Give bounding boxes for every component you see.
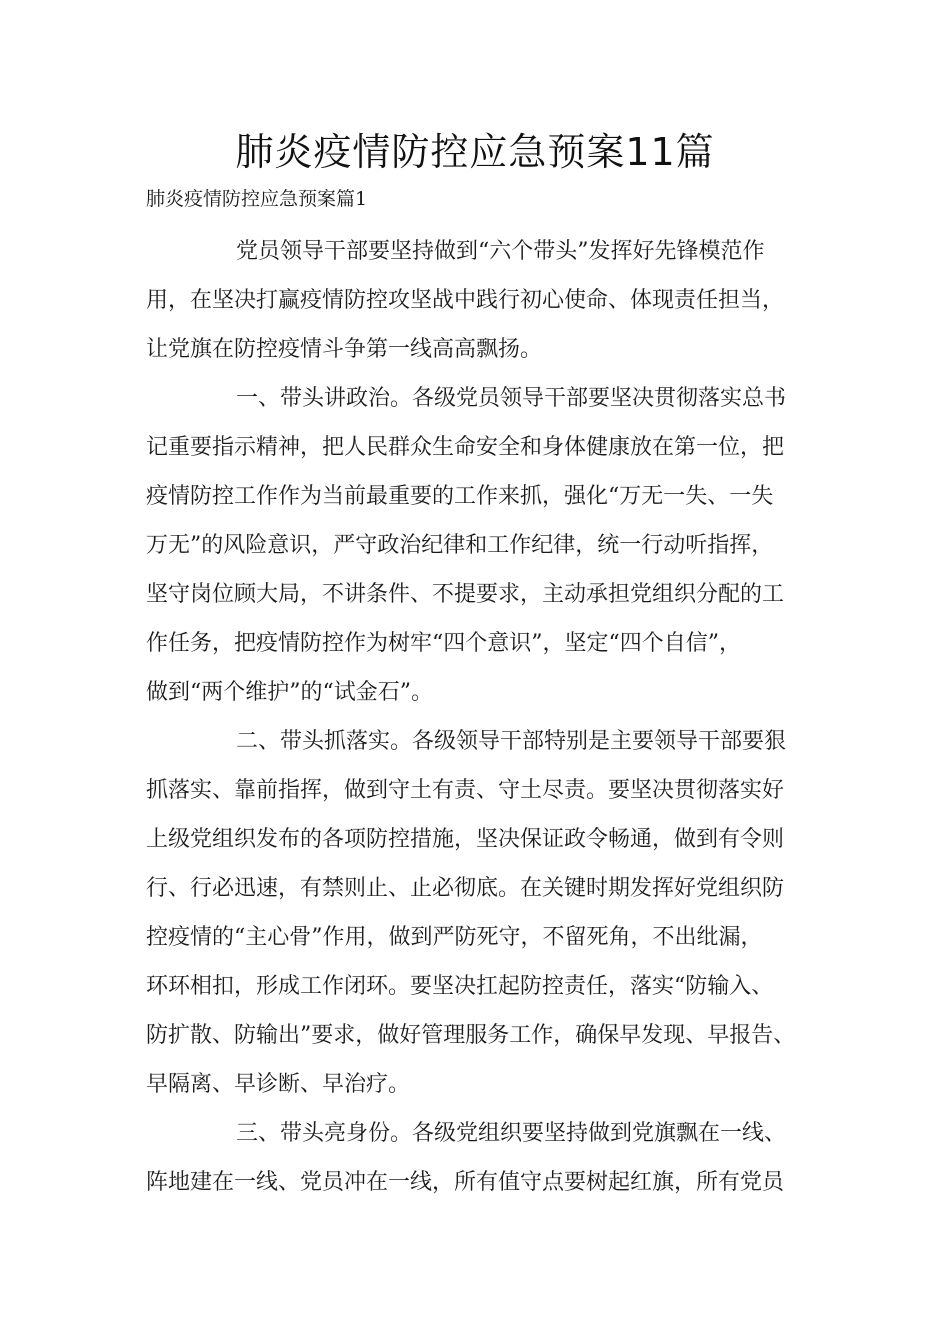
paragraph-line: 万无”的风险意识，严守政治纪律和工作纪律，统一行动听指挥， xyxy=(146,533,774,558)
paragraph-line: 三、带头亮身份。各级党组织要坚持做到党旗飘在一线、 xyxy=(236,1121,787,1146)
document-subtitle: 肺炎疫情防控应急预案篇1 xyxy=(146,188,368,210)
paragraph-line: 党员领导干部要坚持做到“六个带头”发挥好先锋模范作 xyxy=(236,239,765,264)
paragraph-line: 让党旗在防控疫情斗争第一线高高飘扬。 xyxy=(146,337,543,362)
paragraph-line: 上级党组织发布的各项防控措施，坚决保证政令畅通，做到有令则 xyxy=(146,827,785,852)
paragraph-line: 环环相扣，形成工作闭环。要坚决扛起防控责任，落实“防输入、 xyxy=(146,974,774,999)
paragraph-line: 抓落实、靠前指挥，做到守土有责、守土尽责。要坚决贯彻落实好 xyxy=(146,778,785,803)
paragraph-line: 用，在坚决打赢疫情防控攻坚战中践行初心使命、体现责任担当， xyxy=(146,288,785,313)
paragraph-line: 二、带头抓落实。各级领导干部特别是主要领导干部要狠 xyxy=(236,729,787,754)
paragraph-line: 行、行必迅速，有禁则止、止必彻底。在关键时期发挥好党组织防 xyxy=(146,876,785,901)
paragraph-line: 防扩散、防输出”要求，做好管理服务工作，确保早发现、早报告、 xyxy=(146,1023,796,1048)
paragraph-line: 作任务，把疫情防控作为树牢“四个意识”，坚定“四个自信”， xyxy=(146,631,741,656)
paragraph-line: 一、带头讲政治。各级党员领导干部要坚决贯彻落实总书 xyxy=(236,386,787,411)
document-title: 肺炎疫情防控应急预案11篇 xyxy=(235,130,715,174)
paragraph-line: 记重要指示精神，把人民群众生命安全和身体健康放在第一位，把 xyxy=(146,435,785,460)
paragraph-line: 坚守岗位顾大局，不讲条件、不提要求，主动承担党组织分配的工 xyxy=(146,582,785,607)
paragraph-line: 做到“两个维护”的“试金石”。 xyxy=(146,680,433,705)
paragraph-line: 早隔离、早诊断、早治疗。 xyxy=(146,1072,411,1097)
paragraph-line: 控疫情的“主心骨”作用，做到严防死守，不留死角，不出纰漏， xyxy=(146,925,763,950)
paragraph-line: 疫情防控工作作为当前最重要的工作来抓，强化“万无一失、一失 xyxy=(146,484,774,509)
paragraph-line: 阵地建在一线、党员冲在一线，所有值守点要树起红旗，所有党员 xyxy=(146,1170,785,1195)
